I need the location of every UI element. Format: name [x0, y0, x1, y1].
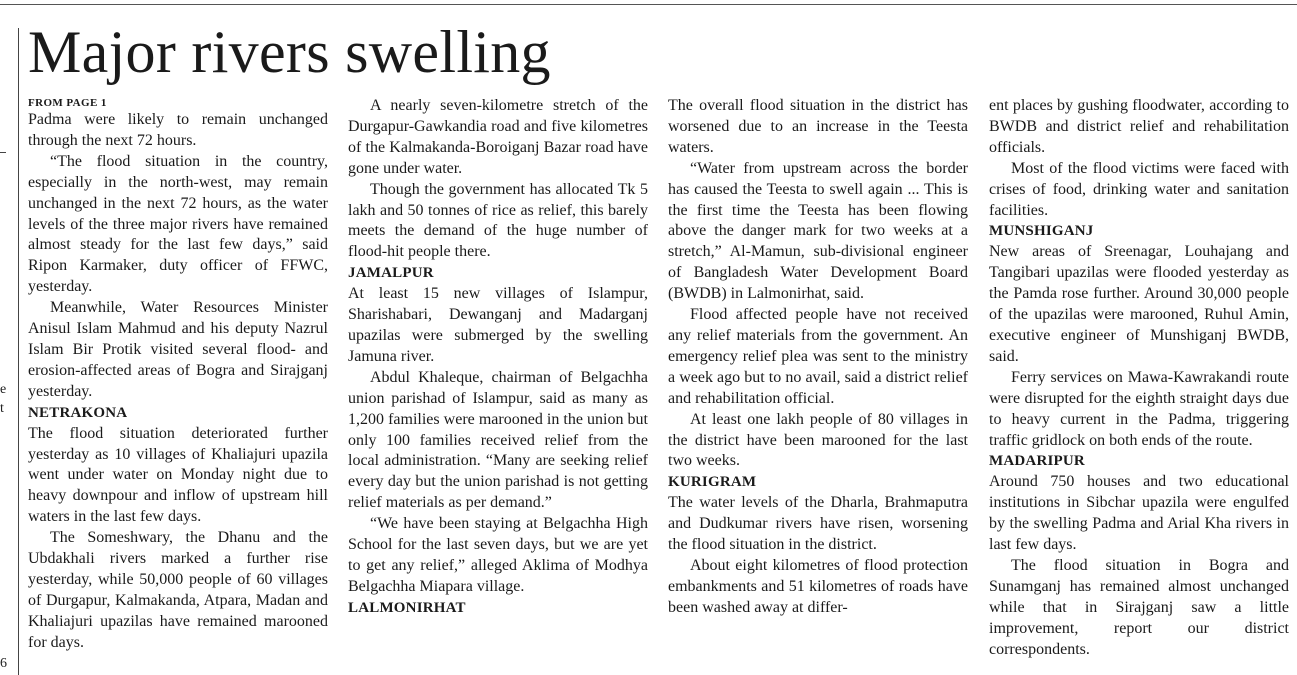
body-paragraph: The flood situation in Bogra and Sunamganj has remained almost unchanged while that in Sirajganj saw a little improvement, report our district correspondents.: [989, 556, 1289, 658]
edge-fragment-3: 6: [0, 656, 7, 671]
section-heading: MUNSHIGANJ: [989, 223, 1094, 240]
column-body: [28, 110, 328, 654]
column-divider-rule: [18, 28, 19, 675]
body-paragraph: The flood situation deteriorated further yesterday as 10 villages of Khaliajuri upazila went under water on Monday night due to heavy downpour and inflow of upstream hill waters in the last few days.: [28, 424, 328, 526]
edge-fragment-1: e: [0, 382, 7, 397]
body-paragraph: New areas of Sreenagar, Louhajang and Tangibari upazilas were flooded yesterday as the Pamda rose further. Around 30,000 people of the upazilas were marooned, Ruhul Amin, executive engineer of Munshiganj BWDB, said.: [989, 243, 1289, 365]
body-paragraph: The overall flood situation in the district has worsened due to an increase in the Teesta waters.: [668, 97, 968, 156]
body-paragraph: The Someshwary, the Dhanu and the Ubdakhali rivers marked a further rise yesterday, while 50,000 people of 60 villages of Durgapur, Kalmakanda, Atpara, Madan and Khaliajuri upazilas have remained marooned for days.: [28, 529, 328, 651]
body-paragraph: “The flood situation in the country, especially in the north-west, may remain unchanged in the next 72 hours, as the water levels of the three major rivers have remained almost steady for the last few days,” said Ripon Karmaker, duty officer of FFWC, yesterday.: [28, 152, 328, 296]
body-paragraph: Around 750 houses and two educational institutions in Sibchar upazila were engulfed by the swelling Padma and Arial Kha rivers in last few days.: [989, 473, 1289, 554]
body-paragraph: At least one lakh people of 80 villages in the district have been marooned for the last two weeks.: [668, 410, 968, 470]
section-heading: JAMALPUR: [348, 265, 434, 282]
article-column-4: [989, 96, 1289, 660]
section-heading: NETRAKONA: [28, 404, 128, 421]
headline: Major rivers swelling: [28, 19, 551, 85]
section-heading: LALMONIRHAT: [348, 599, 466, 616]
body-paragraph: Meanwhile, Water Resources Minister Anisul Islam Mahmud and his deputy Nazrul Islam Bir Protik visited several flood- and erosion-affected areas of Bogra and Sirajganj yesterday.: [28, 299, 328, 400]
column-body: [989, 96, 1289, 660]
edge-dash-mark: [0, 152, 6, 153]
edge-fragment-2: t: [0, 401, 4, 416]
kicker-from-page-1: FROM PAGE 1: [28, 97, 107, 109]
body-paragraph: ent places by gushing floodwater, according to BWDB and district relief and rehabilitation officials.: [989, 97, 1289, 156]
article-column-1: [28, 96, 328, 654]
body-paragraph: “Water from upstream across the border has caused the Teesta to swell again ... This is the first time the Teesta has been flowing above the danger mark for two weeks at a stretch,” Al-Mamun, sub-divisional engineer of Bangladesh Water Development Board (BWDB) in Lalmonirhat, said.: [668, 159, 968, 303]
article-column-3: [668, 96, 968, 619]
body-paragraph: Flood affected people have not received any relief materials from the government. An emergency relief plea was sent to the ministry a week ago but to no avail, said a district relief and rehabilitation official.: [668, 306, 968, 407]
column-body: [668, 96, 968, 619]
body-paragraph: About eight kilometres of flood protection embankments and 51 kilometres of roads have been washed away at differ-: [668, 556, 968, 616]
column-body: [348, 96, 648, 619]
body-paragraph: Padma were likely to remain unchanged through the next 72 hours.: [28, 111, 328, 149]
body-paragraph: Abdul Khaleque, chairman of Belgachha union parishad of Islampur, said as many as 1,200 families were marooned in the union but only 100 families received relief from the local administration. “Many are seeking relief every day but the union parishad is not getting relief materials as per demand.”: [348, 368, 648, 512]
body-paragraph: “We have been staying at Belgachha High School for the last seven days, but we are yet to get any relief,” alleged Aklima of Modhya Belgachha Miapara village.: [348, 515, 648, 595]
body-paragraph: Ferry services on Mawa-Kawrakandi route were disrupted for the eighth straight days due to heavy current in the Padma, triggering traffic gridlock on both ends of the route.: [989, 368, 1289, 449]
section-heading: KURIGRAM: [668, 474, 757, 491]
section-heading: MADARIPUR: [989, 453, 1085, 470]
body-paragraph: At least 15 new villages of Islampur, Sharishabari, Dewanganj and Madarganj upazilas were submerged by the swelling Jamuna river.: [348, 285, 648, 365]
body-paragraph: A nearly seven-kilometre stretch of the Durgapur-Gawkandia road and five kilometres of the Kalmakanda-Boroiganj Bazar road have gone under water.: [348, 97, 648, 177]
body-paragraph: Though the government has allocated Tk 5 lakh and 50 tonnes of rice as relief, this barely meets the demand of the huge number of flood-hit people there.: [348, 180, 648, 261]
body-paragraph: The water levels of the Dharla, Brahmaputra and Dudkumar rivers have risen, worsening the flood situation in the district.: [668, 494, 968, 554]
top-rule: [0, 4, 1297, 5]
article-column-2: [348, 96, 648, 619]
body-paragraph: Most of the flood victims were faced with crises of food, drinking water and sanitation facilities.: [989, 159, 1289, 219]
